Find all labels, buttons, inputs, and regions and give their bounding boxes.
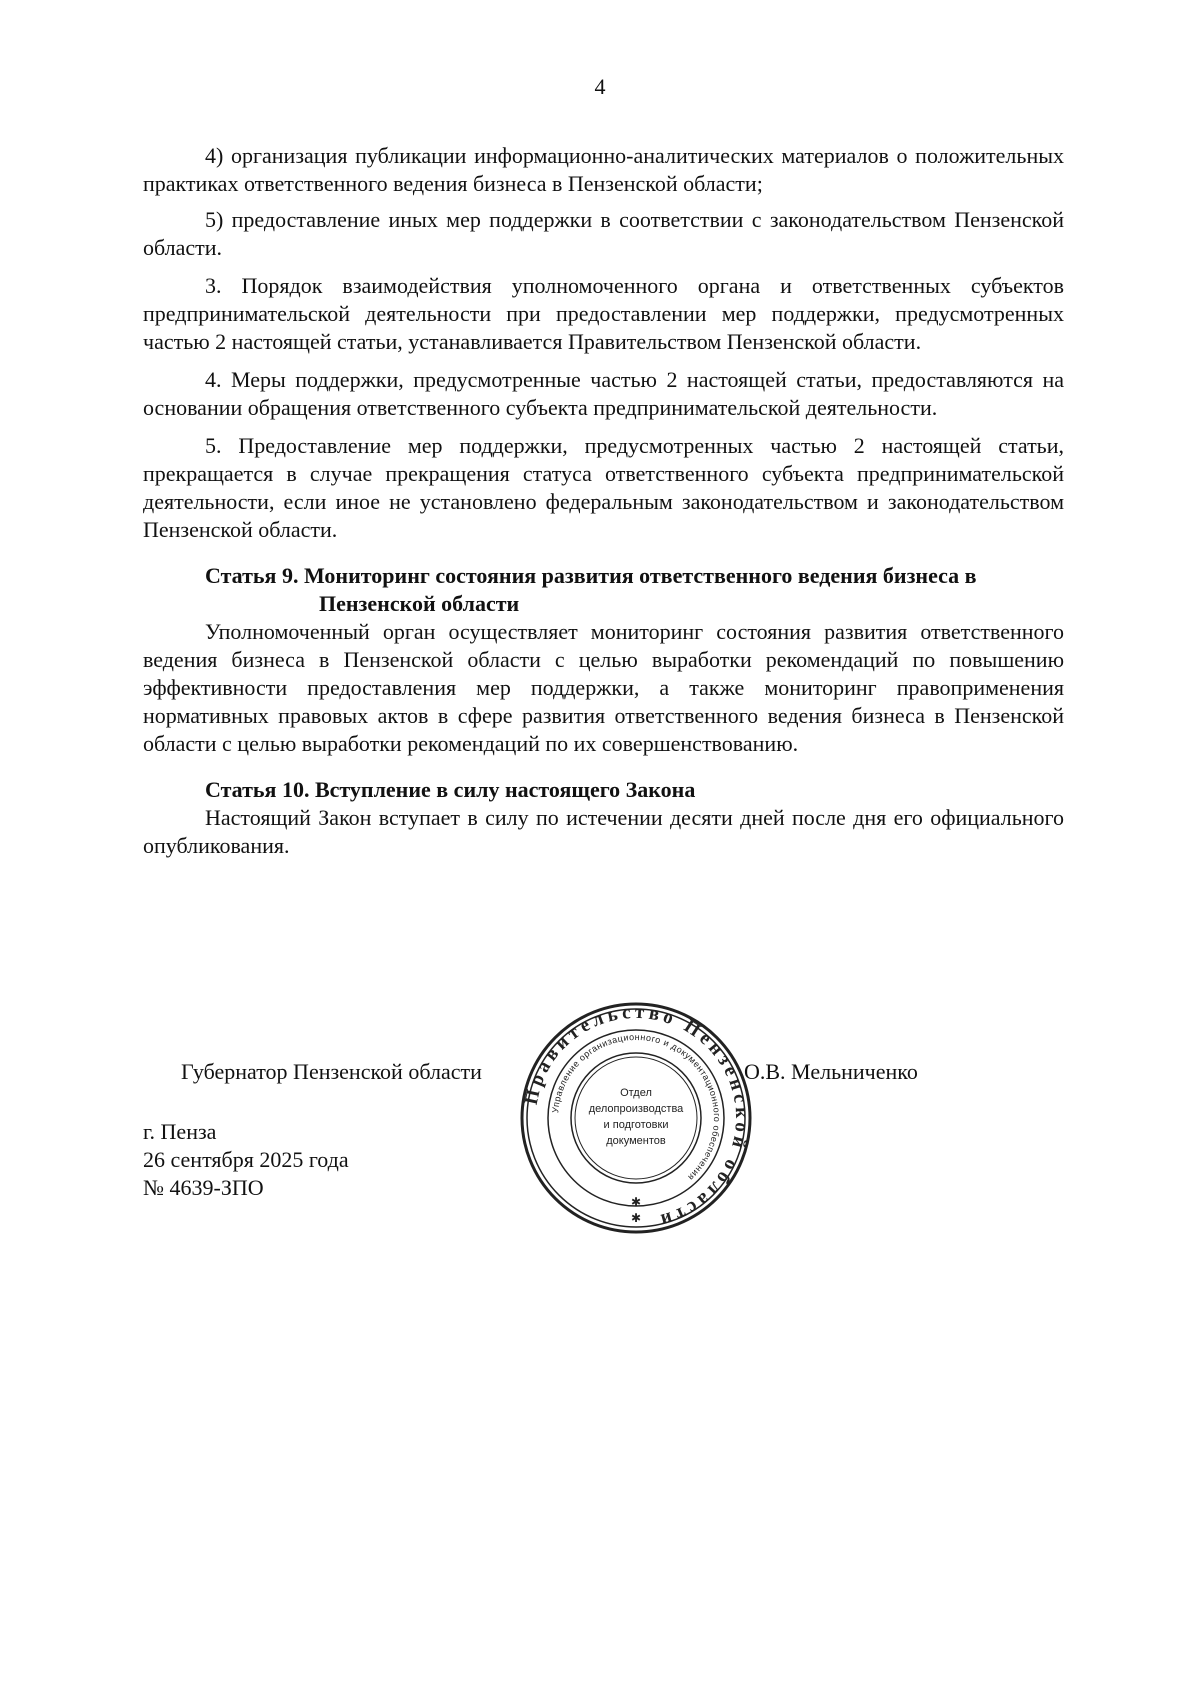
- paragraph-part-3: 3. Порядок взаимодействия уполномоченного органа и ответственных субъектов предпринимательской деятельности при предоставлении мер поддержки, предусмотренных частью 2 настоящей статьи, устанавливается Правительством Пензенской области.: [143, 273, 1064, 354]
- svg-text:и подготовки: и подготовки: [603, 1119, 669, 1131]
- meta-number: № 4639-ЗПО: [143, 1175, 264, 1200]
- meta-city: г. Пенза: [143, 1119, 217, 1144]
- svg-text:✱: ✱: [630, 1211, 642, 1225]
- article-9-heading: [143, 562, 1064, 618]
- meta-date: 26 сентября 2025 года: [143, 1147, 349, 1172]
- seal-inner-ring-text: Управление организационного и документационного обеспечения: [550, 1031, 723, 1183]
- svg-text:✱: ✱: [630, 1195, 642, 1209]
- document-meta: [143, 1118, 349, 1202]
- seal-star-icons: [631, 1195, 641, 1225]
- paragraph-item-5: 5) предоставление иных мер поддержки в соответствии с законодательством Пензенской области.: [143, 207, 1064, 260]
- paragraph-item-4: 4) организация публикации информационно-аналитических материалов о положительных практиках ответственного ведения бизнеса в Пензенской области;: [143, 143, 1064, 196]
- page-number: 4: [594, 74, 606, 99]
- signature-name: О.В. Мельниченко: [744, 1059, 918, 1084]
- official-seal-stamp: [518, 1000, 754, 1236]
- paragraph-part-5: 5. Предоставление мер поддержки, предусмотренных частью 2 настоящей статьи, прекращается в случае прекращения статуса ответственного субъекта предпринимательской деятельности, если иное не установлено федеральным законодательством и законодательством Пензенской области.: [143, 433, 1064, 542]
- document-body: [143, 142, 1064, 860]
- svg-text:Отдел: Отдел: [620, 1087, 652, 1099]
- article-9-text: Уполномоченный орган осуществляет мониторинг состояния развития ответственного ведения бизнеса в Пензенской области с целью выработки рекомендаций по повышению эффективности предоставления мер поддержки, а также мониторинг правоприменения нормативных правовых актов в сфере развития ответственного ведения бизнеса в Пензенской области с целью выработки рекомендаций по их совершенствованию.: [143, 619, 1064, 756]
- article-9-heading-line1: Статья 9. Мониторинг состояния развития ответственного ведения бизнеса в: [205, 563, 977, 588]
- seal-center-text: [589, 1087, 684, 1147]
- article-10-heading: Статья 10. Вступление в силу настоящего Закона: [205, 777, 696, 802]
- article-10-text: Настоящий Закон вступает в силу по истечении десяти дней после дня его официального опубликования.: [143, 805, 1064, 858]
- paragraph-part-4: 4. Меры поддержки, предусмотренные частью 2 настоящей статьи, предоставляются на основании обращения ответственного субъекта предпринимательской деятельности.: [143, 367, 1064, 420]
- svg-text:документов: документов: [606, 1135, 666, 1147]
- seal-outer-text: Правительство Пензенской области: [520, 1001, 753, 1232]
- article-9-heading-line2: Пензенской области: [319, 591, 520, 616]
- signature-title: Губернатор Пензенской области: [181, 1059, 482, 1084]
- svg-text:делопроизводства: делопроизводства: [588, 1103, 684, 1115]
